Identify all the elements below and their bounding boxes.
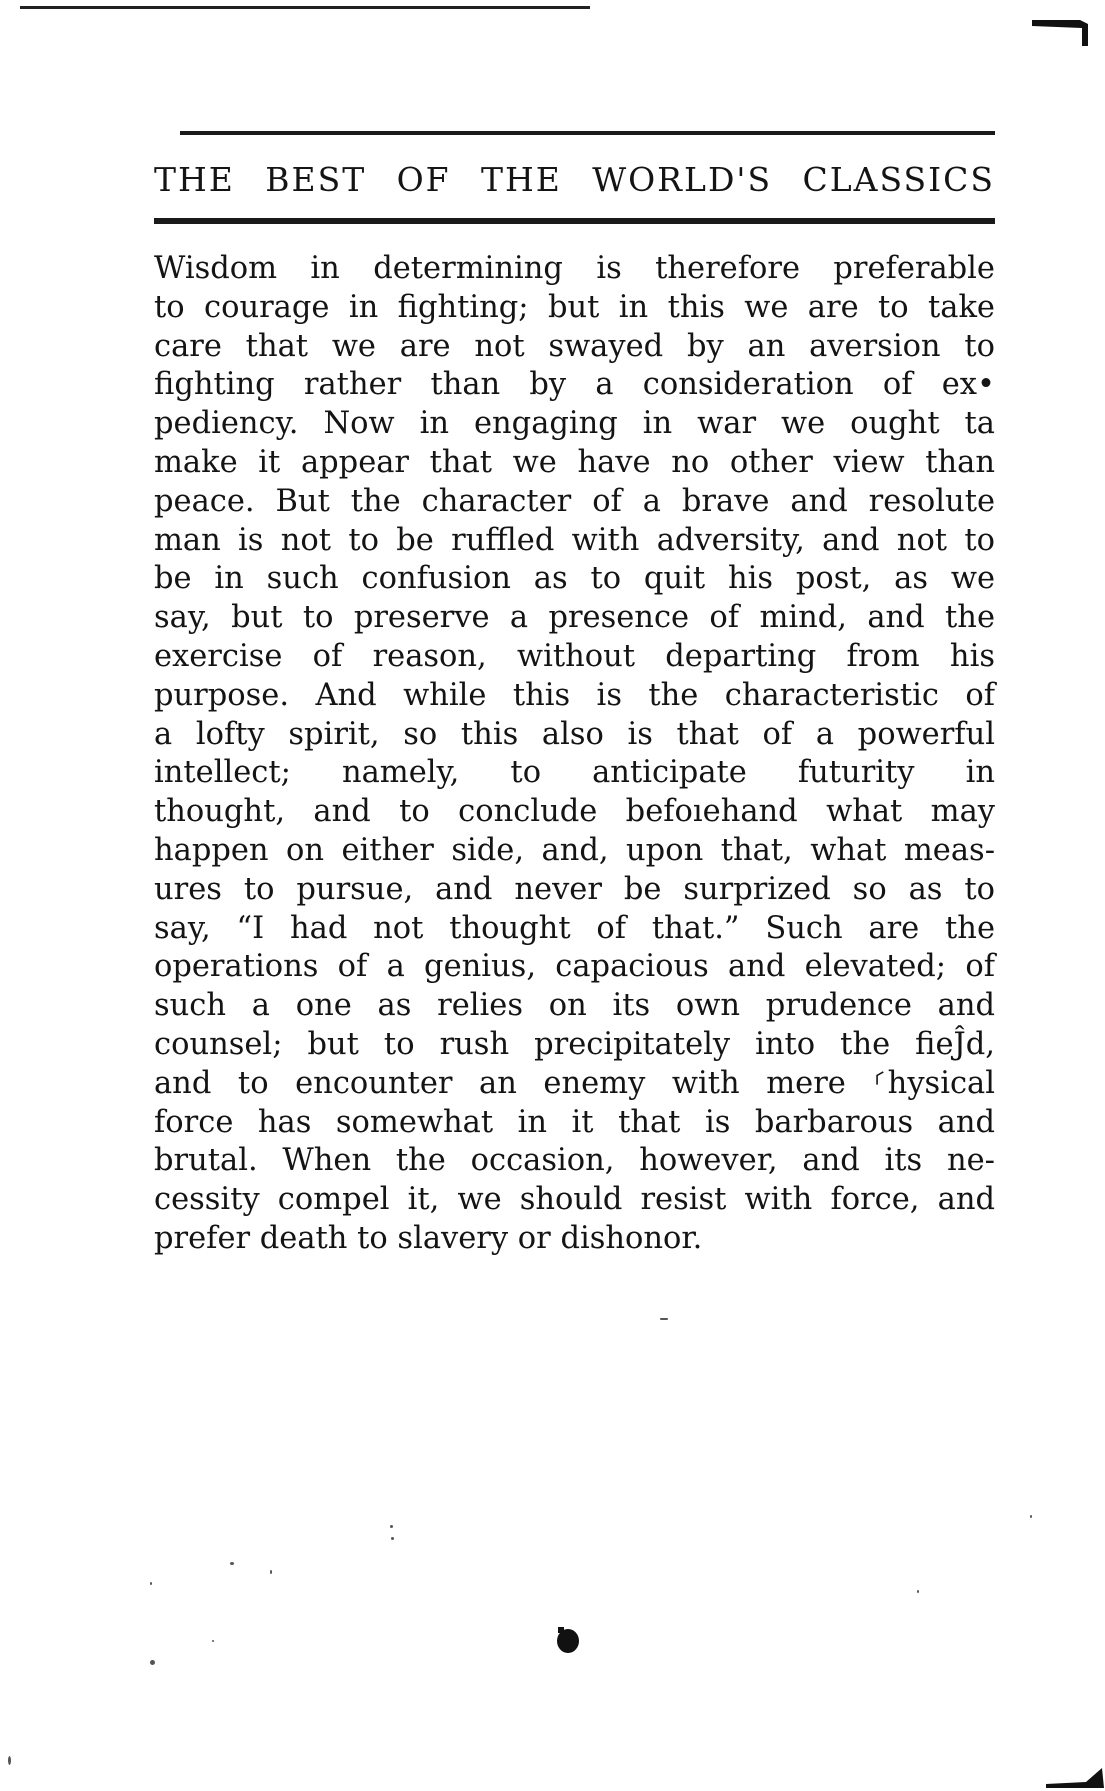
text-line: operations of a genius, capacious and elevated; of	[154, 949, 995, 985]
text-line: a lofty spirit, so this also is that of a powerful	[154, 716, 995, 752]
text-line: pediency. Now in engaging in war we ought ta	[154, 406, 995, 442]
text-line: intellect; namely, to anticipate futurity in	[154, 755, 995, 791]
scan-corner-mark	[1032, 16, 1092, 46]
text-line: exercise of reason, without departing from his	[154, 638, 995, 674]
scan-speck	[270, 1570, 272, 1574]
text-line: force has somewhat in it that is barbarous and	[154, 1104, 995, 1140]
text-line: peace. But the character of a brave and resolute	[154, 483, 995, 519]
text-line: cessity compel it, we should resist with force, and	[154, 1182, 995, 1218]
text-line: Wisdom in determining is therefore preferable	[154, 251, 995, 286]
text-line: purpose. And while this is the characteristic of	[154, 677, 995, 713]
text-line: say, but to preserve a presence of mind, and the	[154, 600, 995, 636]
scan-speck	[391, 1537, 394, 1540]
scan-speck	[230, 1562, 234, 1565]
page-number-blot	[555, 1625, 581, 1655]
text-line-last: prefer death to slavery or dishonor.	[154, 1220, 703, 1256]
text-line: make it appear that we have no other view than	[154, 444, 995, 480]
text-line: fighting rather than by a consideration of ex•	[154, 367, 995, 403]
text-line: counsel; but to rush precipitately into the fieĴd,	[154, 1026, 995, 1062]
scan-speck	[917, 1590, 919, 1593]
scan-edge-rule	[20, 6, 590, 9]
text-line: ures to pursue, and never be surprized so as to	[154, 871, 995, 907]
scan-speck	[1030, 1515, 1032, 1518]
scan-speck	[660, 1318, 668, 1320]
text-line: be in such confusion as to quit his post, as we	[154, 561, 995, 597]
scan-speck	[150, 1660, 155, 1665]
header-rule-top	[180, 131, 995, 135]
text-line: brutal. When the occasion, however, and its ne-	[154, 1143, 995, 1179]
scan-speck	[212, 1640, 214, 1642]
text-line: care that we are not swayed by an aversion to	[154, 328, 995, 364]
text-line: say, “I had not thought of that.” Such are the	[154, 910, 995, 946]
header-rule-bottom	[154, 218, 995, 224]
text-line: such a one as relies on its own prudence and	[154, 988, 995, 1024]
scan-corner-mark-bottom	[1046, 1762, 1104, 1788]
text-line: man is not to be ruffled with adversity, and not to	[154, 522, 995, 558]
running-head: THE BEST OF THE WORLD'S CLASSICS	[154, 160, 995, 199]
text-line: to courage in fighting; but in this we are to take	[154, 289, 995, 325]
scan-speck	[390, 1525, 393, 1528]
scan-speck	[8, 1756, 11, 1765]
text-line: thought, and to conclude befoıehand what may	[154, 794, 995, 830]
scan-speck	[150, 1582, 152, 1585]
text-line: happen on either side, and, upon that, what meas-	[154, 832, 995, 868]
text-line: and to encounter an enemy with mere ⸂hysical	[154, 1065, 995, 1101]
body-text	[154, 250, 995, 1259]
